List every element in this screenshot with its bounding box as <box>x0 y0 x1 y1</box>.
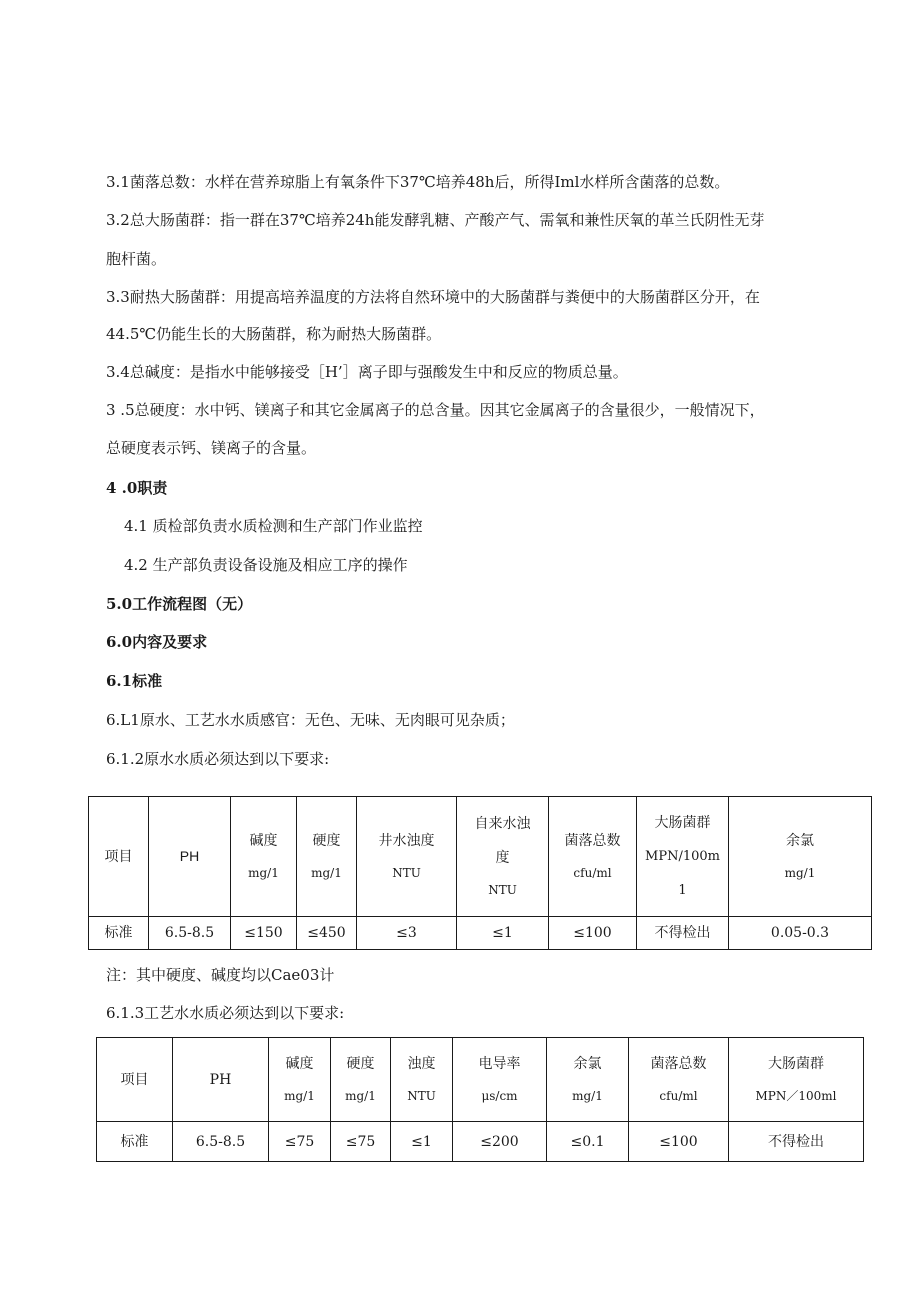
header-hardness: 硬度 mg/1 <box>297 797 357 917</box>
cell-ph: 6.5-8.5 <box>149 917 231 950</box>
cell-standard: 标准 <box>89 917 149 950</box>
table-row <box>97 1122 864 1162</box>
cell-alkalinity: ≤75 <box>269 1122 331 1162</box>
para-3-5-line1: 3 .5总硬度：水中钙、镁离子和其它金属离子的总含量。因其它金属离子的含量很少，一般情况下， <box>106 401 765 419</box>
cell-turbidity: ≤1 <box>391 1122 453 1162</box>
para-3-1: 3.1菌落总数：水样在营养琼脂上有氧条件下37℃培养48h后，所得Iml水样所含菌落的总数。 <box>106 173 730 191</box>
cell-colony-count: ≤100 <box>629 1122 729 1162</box>
cell-hardness: ≤450 <box>297 917 357 950</box>
cell-coliform: 不得检出 <box>637 917 729 950</box>
heading-4-0: 4 .0职责 <box>106 479 168 497</box>
cell-colony-count: ≤100 <box>549 917 637 950</box>
para-4-2: 4.2 生产部负责设备设施及相应工序的操作 <box>124 556 408 574</box>
cell-residual-chlorine: 0.05-0.3 <box>729 917 872 950</box>
table-header-row <box>97 1038 864 1122</box>
header-residual-chlorine: 余氯 mg/1 <box>547 1038 629 1122</box>
para-6-1-3: 6.1.3工艺水水质必须达到以下要求: <box>106 1004 345 1022</box>
heading-6-0: 6.0内容及要求 <box>106 633 208 651</box>
cell-tap-turbidity: ≤1 <box>457 917 549 950</box>
heading-6-1: 6.1标准 <box>106 672 163 690</box>
cell-alkalinity: ≤150 <box>231 917 297 950</box>
para-3-4: 3.4总碱度：是指水中能够接受［H’］离子即与强酸发生中和反应的物质总量。 <box>106 363 628 381</box>
cell-hardness: ≤75 <box>331 1122 391 1162</box>
para-3-3-line2: 44.5℃仍能生长的大肠菌群，称为耐热大肠菌群。 <box>106 325 442 343</box>
header-item: 项目 <box>89 797 149 917</box>
heading-5-0: 5.0工作流程图（无） <box>106 595 253 613</box>
cell-well-turbidity: ≤3 <box>357 917 457 950</box>
header-colony-count: 菌落总数 cfu/ml <box>549 797 637 917</box>
cell-standard: 标准 <box>97 1122 173 1162</box>
para-6-1-2: 6.1.2原水水质必须达到以下要求: <box>106 750 330 768</box>
raw-water-table <box>88 796 872 950</box>
header-turbidity: 浊度 NTU <box>391 1038 453 1122</box>
cell-coliform: 不得检出 <box>729 1122 864 1162</box>
cell-ph: 6.5-8.5 <box>173 1122 269 1162</box>
header-item: 项目 <box>97 1038 173 1122</box>
header-tap-turbidity: 自来水浊 度 NTU <box>457 797 549 917</box>
header-hardness: 硬度 mg/1 <box>331 1038 391 1122</box>
header-coliform: 大肠菌群 MPN/100m 1 <box>637 797 729 917</box>
para-4-1: 4.1 质检部负责水质检测和生产部门作业监控 <box>124 517 423 535</box>
header-colony-count: 菌落总数 cfu/ml <box>629 1038 729 1122</box>
header-ph: PH <box>149 797 231 917</box>
header-ph: PH <box>173 1038 269 1122</box>
table-row <box>89 917 872 950</box>
header-residual-chlorine: 余氯 mg/1 <box>729 797 872 917</box>
table-header-row <box>89 797 872 917</box>
table-note: 注：其中硬度、碱度均以Cae03计 <box>106 966 335 984</box>
process-water-table <box>96 1037 864 1162</box>
header-conductivity: 电导率 μs/cm <box>453 1038 547 1122</box>
cell-residual-chlorine: ≤0.1 <box>547 1122 629 1162</box>
header-alkalinity: 碱度 mg/1 <box>231 797 297 917</box>
header-alkalinity: 碱度 mg/1 <box>269 1038 331 1122</box>
para-3-5-line2: 总硬度表示钙、镁离子的含量。 <box>106 439 317 457</box>
para-3-2-line2: 胞杆菌。 <box>106 250 167 268</box>
header-well-turbidity: 井水浊度 NTU <box>357 797 457 917</box>
para-6-1-1: 6.L1原水、工艺水水质感官：无色、无味、无肉眼可见杂质； <box>106 711 515 729</box>
para-3-2-line1: 3.2总大肠菌群：指一群在37℃培养24h能发酵乳糖、产酸产气、需氧和兼性厌氧的革兰氏阴性无芽 <box>106 211 765 229</box>
header-coliform: 大肠菌群 MPN／100ml <box>729 1038 864 1122</box>
para-3-3-line1: 3.3耐热大肠菌群：用提高培养温度的方法将自然环境中的大肠菌群与粪便中的大肠菌群区分开，在 <box>106 288 760 306</box>
cell-conductivity: ≤200 <box>453 1122 547 1162</box>
